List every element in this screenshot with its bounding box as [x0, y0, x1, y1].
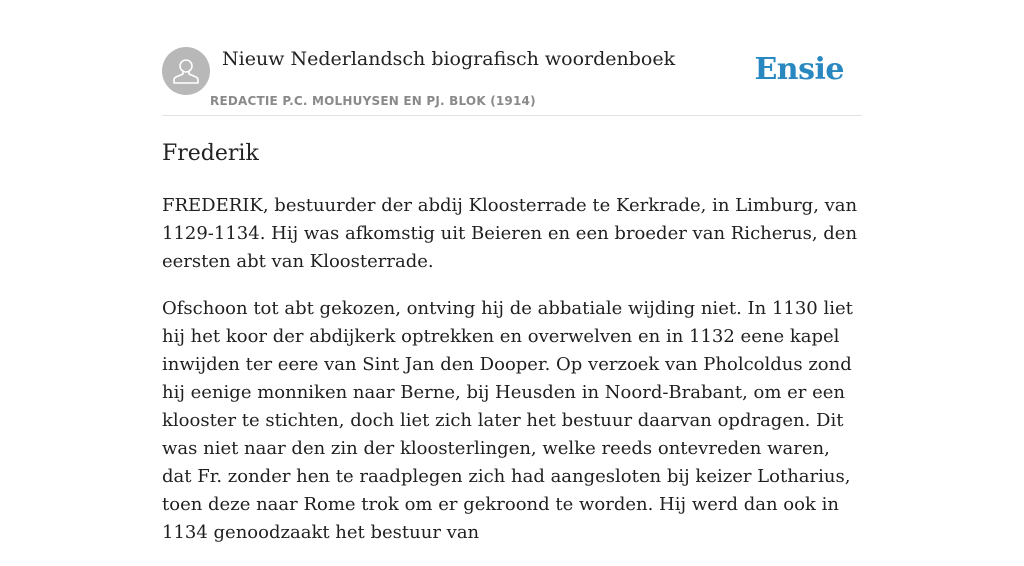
user-icon	[172, 56, 200, 86]
header	[162, 46, 862, 116]
article-paragraph: FREDERIK, bestuurder der abdij Kloosterrade te Kerkrade, in Limburg, van 1129-1134. Hij was afkomstig uit Beieren en een broeder van Richerus, den eersten abt van Kloosterrade.	[162, 195, 858, 272]
avatar[interactable]	[162, 47, 210, 95]
article-paragraph: Ofschoon tot abt gekozen, ontving hij de abbatiale wijding niet. In 1130 liet hij het koor der abdijkerk optrekken en overwelven en in 1132 eene kapel inwijden ter eere van Sint Jan den Dooper. Op verzoek van Pholcoldus zond hij eenige monniken naar Berne, bij Heusden in Noord-Brabant, om er een klooster te stichten, doch liet zich later het bestuur daarvan opdragen. Dit was niet naar den zin der kloosterlingen, welke reeds ontevreden waren, dat Fr. zonder hen te raadplegen zich had aangesloten bij keizer Lotharius, toen deze naar Rome trok om er gekroond te worden. Hij werd dan ook in 1134 genoodzaakt het bestuur van	[162, 298, 853, 543]
ensie-logo[interactable]: Ensie	[754, 52, 844, 87]
book-title[interactable]: Nieuw Nederlandsch biografisch woordenboek	[222, 48, 676, 70]
article	[162, 136, 862, 566]
book-subtitle: REDACTIE P.C. MOLHUYSEN EN PJ. BLOK (1914)	[210, 94, 536, 108]
article-title: Frederik	[162, 141, 259, 166]
